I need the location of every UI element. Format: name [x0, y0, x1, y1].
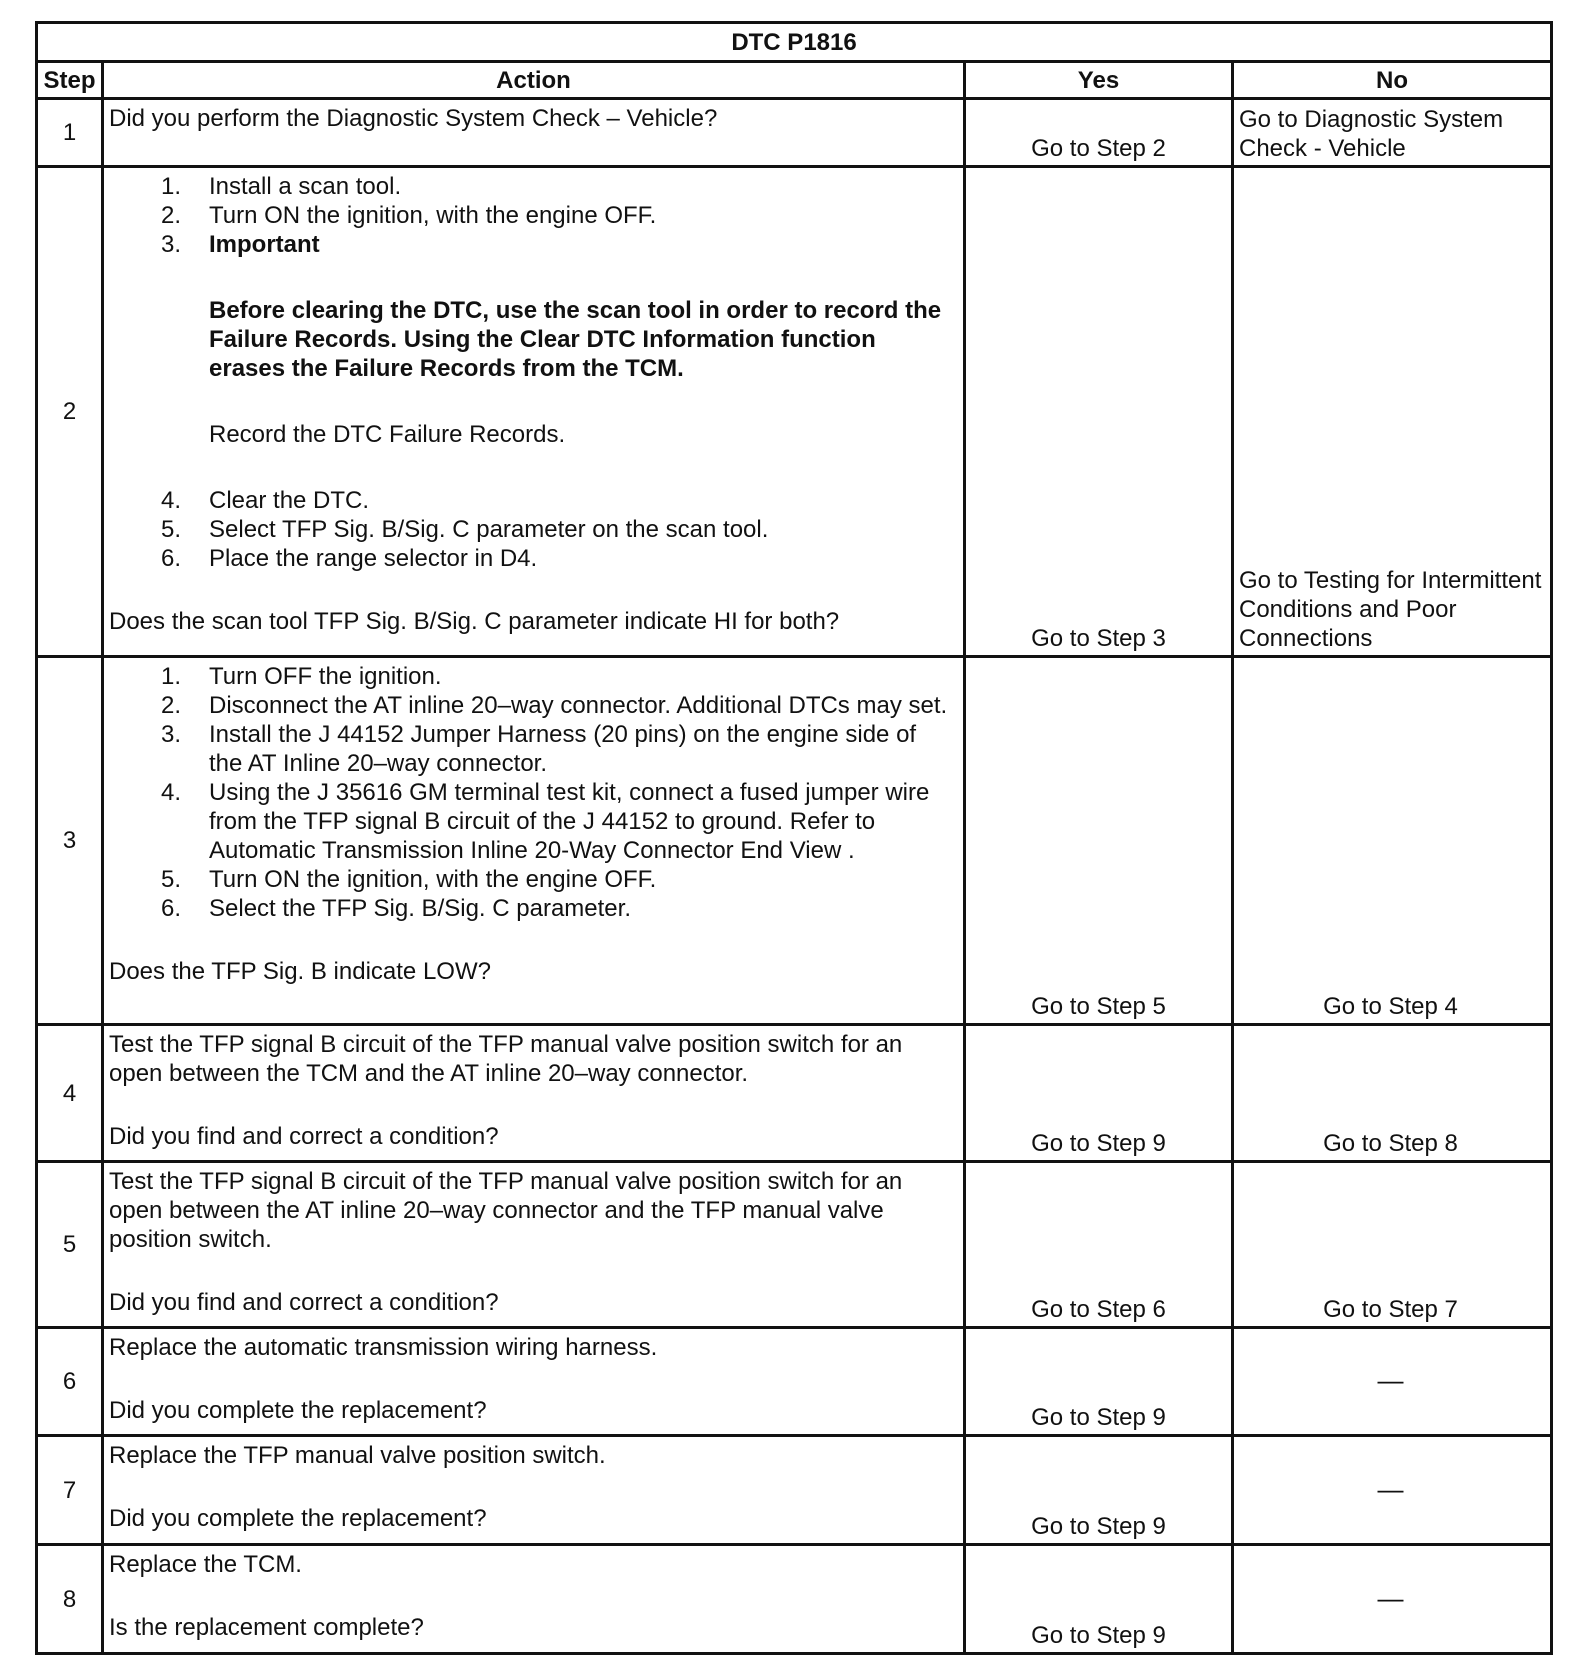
action-cell	[103, 167, 965, 657]
list-item: 1. Install a scan tool.	[160, 173, 402, 200]
spacer	[109, 383, 955, 420]
table-row	[37, 1328, 1552, 1436]
action-text: Replace the TFP manual valve position switch.	[109, 1442, 606, 1469]
action-question: Does the scan tool TFP Sig. B/Sig. C parameter indicate HI for both?	[109, 608, 840, 635]
table-row	[37, 1545, 1552, 1654]
action-cell	[103, 1545, 965, 1654]
yes-cell: Go to Step 9	[965, 1328, 1233, 1436]
table-row	[37, 1162, 1552, 1328]
no-cell: Go to Step 4	[1233, 657, 1552, 1025]
instruction-list	[109, 172, 955, 259]
no-cell: —	[1233, 1545, 1552, 1654]
yes-cell: Go to Step 5	[965, 657, 1233, 1025]
yes-cell: Go to Step 2	[965, 99, 1233, 167]
spacer	[109, 449, 955, 486]
action-cell	[103, 99, 965, 167]
important-note: Before clearing the DTC, use the scan tool in order to record the Failure Records. Using the Clear DTC Information function erases the Failure Records from the TCM.	[209, 297, 942, 382]
table-row	[37, 1025, 1552, 1162]
instruction-list	[109, 662, 955, 923]
action-cell	[103, 1025, 965, 1162]
header-action: Action	[103, 62, 965, 99]
action-question: Does the TFP Sig. B indicate LOW?	[109, 958, 491, 985]
table-row	[37, 1436, 1552, 1545]
step-number: 7	[37, 1436, 103, 1545]
record-note: Record the DTC Failure Records.	[209, 421, 566, 448]
step-number: 8	[37, 1545, 103, 1654]
header-yes: Yes	[965, 62, 1233, 99]
yes-cell: Go to Step 9	[965, 1545, 1233, 1654]
no-cell: Go to Step 8	[1233, 1025, 1552, 1162]
table-row	[37, 167, 1552, 657]
table-row	[37, 657, 1552, 1025]
header-no: No	[1233, 62, 1552, 99]
action-cell	[103, 1436, 965, 1545]
no-cell: Go to Step 7	[1233, 1162, 1552, 1328]
diagnostic-table	[35, 21, 1553, 1655]
step-number: 5	[37, 1162, 103, 1328]
list-item: 4. Clear the DTC.	[160, 487, 370, 514]
yes-cell: Go to Step 6	[965, 1162, 1233, 1328]
action-text: Test the TFP signal B circuit of the TFP manual valve position switch for an open between the TCM and the AT inline 20–way connector.	[109, 1031, 903, 1087]
list-item: 6. Place the range selector in D4.	[160, 545, 538, 572]
important-label: Important	[209, 231, 320, 258]
action-text: Replace the automatic transmission wiring harness.	[109, 1334, 658, 1361]
header-row	[37, 62, 1552, 99]
list-item: 6. Select the TFP Sig. B/Sig. C parameter.	[160, 895, 631, 922]
yes-cell: Go to Step 9	[965, 1436, 1233, 1545]
list-item: 2. Disconnect the AT inline 20–way connector. Additional DTCs may set.	[160, 692, 948, 719]
action-question: Did you find and correct a condition?	[109, 1123, 499, 1150]
spacer	[109, 1470, 955, 1504]
list-item: 5. Select TFP Sig. B/Sig. C parameter on the scan tool.	[160, 516, 769, 543]
list-item: 2. Turn ON the ignition, with the engine OFF.	[160, 202, 657, 229]
header-step: Step	[37, 62, 103, 99]
spacer	[109, 259, 955, 296]
yes-cell: Go to Step 9	[965, 1025, 1233, 1162]
step-number: 6	[37, 1328, 103, 1436]
action-question: Did you complete the replacement?	[109, 1397, 487, 1424]
spacer	[109, 573, 955, 607]
action-cell	[103, 1162, 965, 1328]
action-question: Did you complete the replacement?	[109, 1505, 487, 1532]
instruction-list	[109, 486, 955, 573]
action-cell	[103, 1328, 965, 1436]
list-item: 3. Install the J 44152 Jumper Harness (20 pins) on the engine side of the AT Inline 20–way connector.	[160, 721, 917, 777]
step-number: 1	[37, 99, 103, 167]
spacer	[109, 1088, 955, 1122]
spacer	[109, 1579, 955, 1613]
step-number: 3	[37, 657, 103, 1025]
action-question: Is the replacement complete?	[109, 1614, 424, 1641]
spacer	[109, 923, 955, 957]
action-cell	[103, 657, 965, 1025]
no-cell: Go to Diagnostic System Check - Vehicle	[1233, 99, 1552, 167]
no-cell: —	[1233, 1328, 1552, 1436]
list-item: 3. Important	[109, 230, 955, 259]
yes-cell: Go to Step 3	[965, 167, 1233, 657]
action-question: Did you perform the Diagnostic System Check – Vehicle?	[109, 105, 718, 132]
action-question: Did you find and correct a condition?	[109, 1289, 499, 1316]
step-number: 2	[37, 167, 103, 657]
title-row	[37, 23, 1552, 62]
list-item: 5. Turn ON the ignition, with the engine OFF.	[160, 866, 657, 893]
list-item: 4. Using the J 35616 GM terminal test kit, connect a fused jumper wire from the TFP signal B circuit of the J 44152 to ground. Refer to Automatic Transmission Inline 20-Way Connector End View .	[160, 779, 930, 864]
table-title: DTC P1816	[37, 23, 1552, 62]
action-text: Replace the TCM.	[109, 1551, 302, 1578]
no-cell: Go to Testing for Intermittent Conditions and Poor Connections	[1233, 167, 1552, 657]
spacer	[109, 1254, 955, 1288]
no-cell: —	[1233, 1436, 1552, 1545]
spacer	[109, 1362, 955, 1396]
action-text: Test the TFP signal B circuit of the TFP manual valve position switch for an open between the AT inline 20–way connector and the TFP manual valve position switch.	[109, 1168, 903, 1253]
table-row	[37, 99, 1552, 167]
step-number: 4	[37, 1025, 103, 1162]
list-item: 1. Turn OFF the ignition.	[160, 663, 442, 690]
